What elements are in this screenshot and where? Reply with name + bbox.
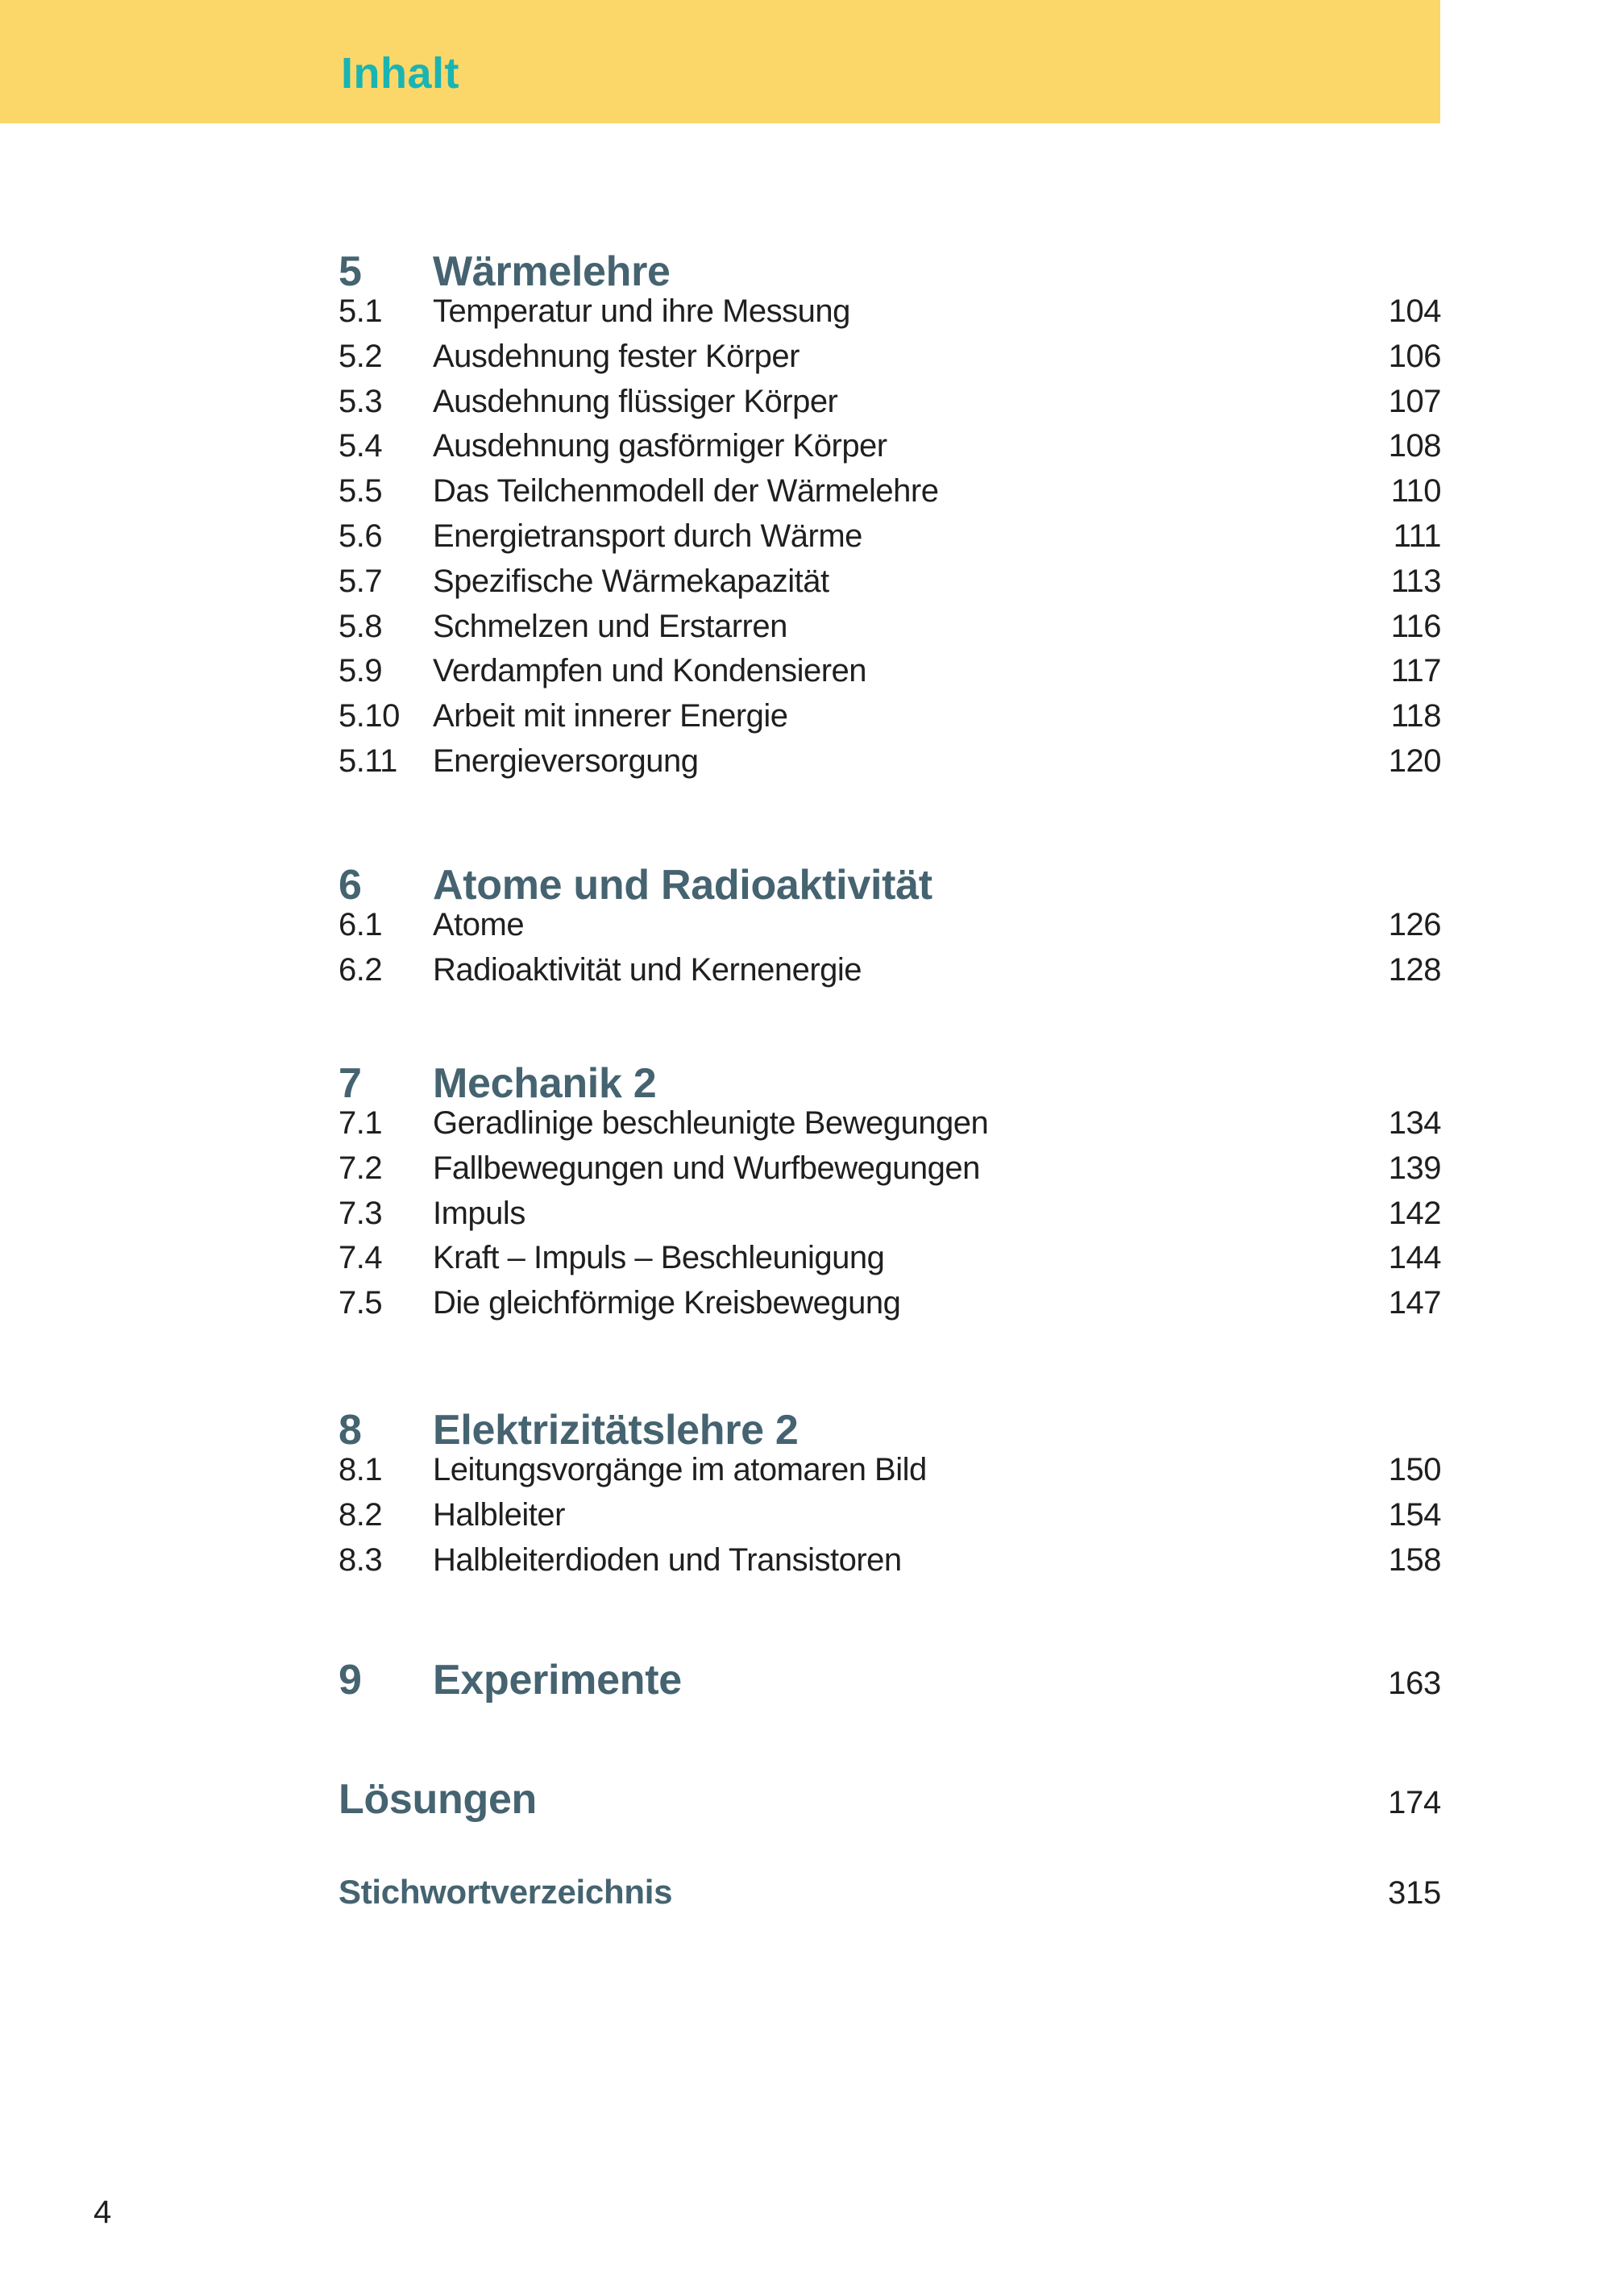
section-heading [339, 1407, 1441, 1454]
item-number: 7.2 [339, 1150, 383, 1186]
toc-item [339, 1146, 1441, 1192]
item-title: Halbleiterdioden und Transistoren [433, 1541, 902, 1578]
item-number: 8.3 [339, 1541, 383, 1578]
item-title: Fallbewegungen und Wurfbewegungen [433, 1150, 980, 1186]
toc-item [339, 1281, 1441, 1326]
backmatter-entry [339, 1874, 1441, 1911]
item-page-number: 104 [1388, 293, 1441, 329]
toc-item [339, 560, 1441, 605]
item-title: Geradlinige beschleunigte Bewegungen [433, 1105, 989, 1141]
toc-item [339, 1192, 1441, 1237]
item-page-number: 139 [1388, 1150, 1441, 1186]
section-title: Elektrizitätslehre 2 [433, 1407, 799, 1454]
backmatter-entry [339, 1778, 1441, 1824]
toc-section [339, 248, 1441, 784]
item-number: 5.5 [339, 473, 383, 510]
item-number: 5.10 [339, 698, 400, 734]
section-title: Atome und Radioaktivität [433, 862, 932, 909]
toc-item [339, 1493, 1441, 1538]
item-page-number: 117 [1390, 653, 1441, 689]
item-number: 7.3 [339, 1195, 383, 1231]
item-page-number: 134 [1388, 1105, 1441, 1141]
item-title: Halbleiter [433, 1496, 565, 1533]
toc-section [339, 1060, 1441, 1326]
item-number: 8.1 [339, 1452, 383, 1487]
toc-item [339, 948, 1441, 993]
item-page-number: 128 [1388, 951, 1441, 988]
toc-item [339, 694, 1441, 739]
toc-item [339, 424, 1441, 469]
item-number: 5.6 [339, 518, 383, 554]
backmatter-title: Stichwortverzeichnis [339, 1873, 673, 1911]
item-title: Energietransport durch Wärme [433, 518, 862, 554]
item-page-number: 144 [1388, 1240, 1441, 1276]
section-number: 7 [339, 1060, 362, 1107]
item-page-number: 107 [1388, 383, 1441, 419]
item-title: Verdampfen und Kondensieren [433, 653, 867, 689]
item-page-number: 118 [1390, 698, 1441, 734]
page-title: Inhalt [341, 49, 459, 98]
item-title: Kraft – Impuls – Beschleunigung [433, 1240, 885, 1276]
toc-item [339, 1101, 1441, 1146]
item-page-number: 106 [1388, 338, 1441, 374]
section-number: 8 [339, 1407, 362, 1454]
item-page-number: 108 [1388, 428, 1441, 464]
item-title: Temperatur und ihre Messung [433, 293, 850, 329]
table-of-contents [339, 0, 1441, 2288]
toc-section [339, 1657, 1441, 1704]
section-title: Mechanik 2 [433, 1060, 657, 1107]
footer-page-number: 4 [93, 2194, 112, 2230]
item-page-number: 154 [1388, 1496, 1441, 1533]
toc-item [339, 469, 1441, 514]
item-title: Spezifische Wärmekapazität [433, 563, 829, 599]
toc-item [339, 1236, 1441, 1281]
item-title: Radioaktivität und Kernenergie [433, 951, 862, 988]
toc-item [339, 289, 1441, 335]
item-title: Ausdehnung flüssiger Körper [433, 383, 838, 419]
toc-item [339, 605, 1441, 650]
toc-item [339, 649, 1441, 694]
item-number: 5.3 [339, 383, 383, 419]
item-title: Atome [433, 907, 525, 942]
item-number: 5.2 [339, 338, 383, 374]
item-number: 7.4 [339, 1240, 383, 1276]
item-number: 6.1 [339, 907, 383, 942]
toc-item [339, 1538, 1441, 1583]
item-title: Ausdehnung fester Körper [433, 338, 800, 374]
section-number: 6 [339, 862, 362, 909]
section-number: 5 [339, 248, 362, 295]
item-number: 6.2 [339, 951, 383, 988]
item-page-number: 120 [1388, 743, 1441, 779]
section-items [339, 1448, 1441, 1583]
item-title: Arbeit mit innerer Energie [433, 698, 788, 734]
section-heading [339, 1659, 1441, 1704]
item-page-number: 158 [1388, 1541, 1441, 1578]
item-title: Schmelzen und Erstarren [433, 608, 787, 644]
section-number: 9 [339, 1657, 362, 1704]
toc-item [339, 1448, 1441, 1493]
section-items [339, 1101, 1441, 1326]
item-page-number: 147 [1388, 1285, 1441, 1321]
section-page-number: 163 [1388, 1666, 1441, 1701]
item-title: Die gleichförmige Kreisbewegung [433, 1285, 901, 1321]
section-title: Experimente [433, 1657, 682, 1704]
item-number: 5.7 [339, 563, 383, 599]
section-heading [339, 862, 1441, 909]
item-title: Energieversorgung [433, 743, 699, 779]
item-number: 5.9 [339, 653, 383, 689]
item-number: 5.11 [339, 743, 397, 779]
backmatter-page-number: 174 [1388, 1785, 1441, 1820]
toc-item [339, 739, 1441, 784]
item-title: Ausdehnung gasförmiger Körper [433, 428, 887, 464]
section-heading [339, 1060, 1441, 1107]
item-number: 7.5 [339, 1285, 383, 1321]
toc-section [339, 1409, 1441, 1583]
item-page-number: 126 [1388, 907, 1441, 942]
item-page-number: 113 [1390, 563, 1441, 599]
section-items [339, 903, 1441, 993]
toc-item [339, 335, 1441, 380]
item-page-number: 111 [1393, 518, 1441, 554]
toc-item [339, 380, 1441, 425]
section-items [339, 289, 1441, 784]
section-heading [339, 248, 1441, 295]
item-title: Impuls [433, 1195, 525, 1231]
toc-section [339, 864, 1441, 993]
item-number: 7.1 [339, 1105, 383, 1141]
item-page-number: 116 [1390, 608, 1441, 644]
toc-item [339, 903, 1441, 948]
item-number: 5.1 [339, 293, 383, 329]
item-number: 5.8 [339, 608, 383, 644]
toc-item [339, 514, 1441, 560]
item-page-number: 110 [1390, 473, 1441, 510]
section-title: Wärmelehre [433, 248, 671, 295]
item-title: Leitungsvorgänge im atomaren Bild [433, 1452, 927, 1487]
backmatter-title: Lösungen [339, 1776, 538, 1823]
item-title: Das Teilchenmodell der Wärmelehre [433, 473, 939, 510]
item-number: 8.2 [339, 1496, 383, 1533]
item-page-number: 150 [1388, 1452, 1441, 1487]
backmatter-page-number: 315 [1388, 1875, 1441, 1911]
item-number: 5.4 [339, 428, 383, 464]
item-page-number: 142 [1388, 1195, 1441, 1231]
